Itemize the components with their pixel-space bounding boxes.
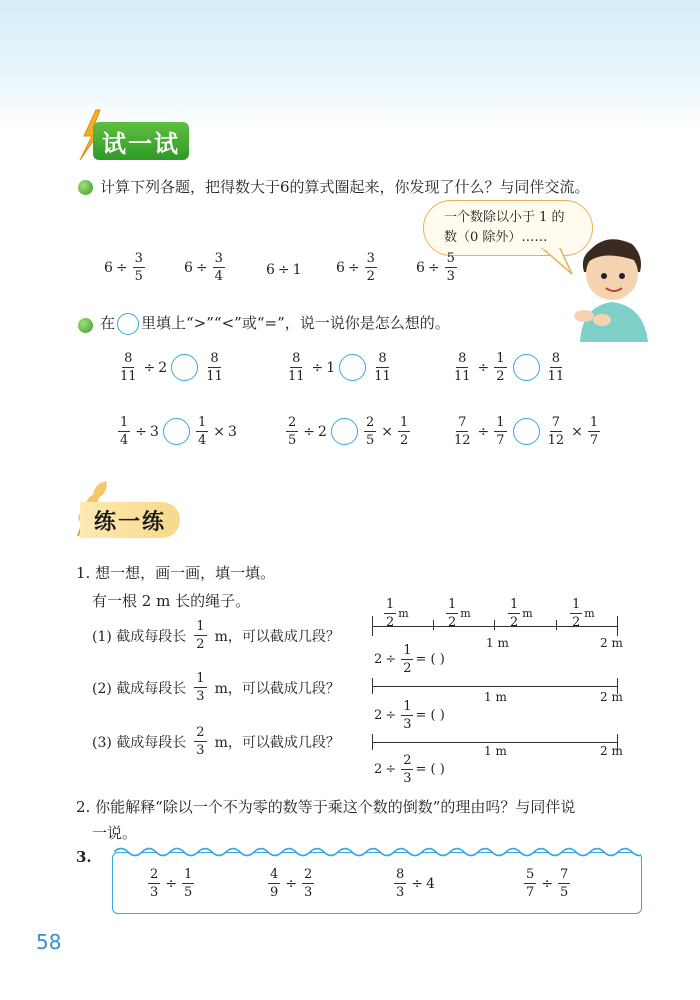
equation: 2 ÷ $\frac{1}{2}$ = ( ) bbox=[374, 643, 445, 676]
segment-label: $\frac{1}{2}$ m bbox=[572, 597, 595, 630]
bubble-line: 一个数除以小于 1 的 bbox=[444, 210, 565, 225]
boy-illustration bbox=[562, 232, 652, 342]
exercise-item: $\frac{5}{7}$ ÷ $\frac{7}{5}$ bbox=[526, 867, 569, 900]
compare-item: $\frac{8}{11}$ ÷ $\frac{1}{2}$ $\frac{8}{11}$ bbox=[454, 351, 565, 384]
segment-label: $\frac{1}{2}$ m bbox=[448, 597, 471, 630]
compare-item: $\frac{8}{11}$ ÷ 1 $\frac{8}{11}$ bbox=[288, 351, 391, 384]
mark-1m: 1 m bbox=[484, 690, 507, 704]
exercise-item: $\frac{8}{3}$ ÷ 4 bbox=[396, 867, 435, 900]
equation: 2 ÷ $\frac{1}{3}$ = ( ) bbox=[374, 699, 445, 732]
fraction: $\frac{3}{2}$ bbox=[366, 251, 375, 284]
calc-item: 6 ÷ $\frac{3}{4}$ bbox=[184, 251, 223, 284]
mark-1m: 1 m bbox=[486, 636, 509, 650]
part-label: (3) 截成每段长 $\frac{2}{3}$ m，可以截成几段？ bbox=[92, 725, 340, 758]
part-label: (2) 截成每段长 $\frac{1}{3}$ m，可以截成几段？ bbox=[92, 671, 340, 704]
bullet-icon bbox=[78, 180, 93, 195]
fraction: $\frac{3}{5}$ bbox=[134, 251, 143, 284]
question-title: 1. 想一想，画一画，填一填。 bbox=[76, 564, 276, 582]
compare-item: $\frac{7}{12}$ ÷ $\frac{1}{7}$ $\frac{7}{12}$ × $\frac{1}{7}$ bbox=[454, 415, 599, 448]
section-badge-try: 试一试 bbox=[93, 122, 189, 160]
compare-circle[interactable] bbox=[513, 354, 540, 381]
compare-item: $\frac{8}{11}$ ÷ 2 $\frac{8}{11}$ bbox=[120, 351, 223, 384]
compare-item: $\frac{1}{4}$ ÷ 3 $\frac{1}{4}$ × 3 bbox=[120, 415, 237, 448]
mark-1m: 1 m bbox=[484, 744, 507, 758]
segment-label: $\frac{1}{2}$ m bbox=[510, 597, 533, 630]
page-number: 58 bbox=[36, 930, 62, 954]
question-text: 在 里填上“>”“<”或“=”，说一说你是怎么想的。 bbox=[100, 312, 450, 335]
mark-2m: 2 m bbox=[600, 636, 623, 650]
fraction: $\frac{5}{3}$ bbox=[446, 251, 455, 284]
calc-item: 6 ÷ $\frac{3}{5}$ bbox=[104, 251, 143, 284]
bullet-icon bbox=[78, 318, 93, 333]
exercise-item: $\frac{2}{3}$ ÷ $\frac{1}{5}$ bbox=[150, 867, 193, 900]
wavy-border-top bbox=[114, 845, 640, 859]
calc-item: 6 ÷ 1 bbox=[266, 262, 302, 278]
equation: 2 ÷ $\frac{2}{3}$ = ( ) bbox=[374, 753, 445, 786]
question-text: 计算下列各题，把得数大于6的算式圈起来，你发现了什么？与同伴交流。 bbox=[100, 178, 590, 196]
segment-label: $\frac{1}{2}$ m bbox=[386, 597, 409, 630]
question-text: 2. 你能解释“除以一个不为零的数等于乘这个数的倒数”的理由吗？与同伴说 bbox=[76, 798, 576, 816]
compare-circle[interactable] bbox=[331, 418, 358, 445]
bubble-line: 数（0 除外）…… bbox=[444, 230, 548, 245]
calc-item: 6 ÷ $\frac{3}{2}$ bbox=[336, 251, 375, 284]
top-banner bbox=[0, 0, 700, 130]
compare-circle[interactable] bbox=[513, 418, 540, 445]
part-label: (1) 截成每段长 $\frac{1}{2}$ m，可以截成几段？ bbox=[92, 619, 340, 652]
calc-item: 6 ÷ $\frac{5}{3}$ bbox=[416, 251, 455, 284]
question-number: 3. bbox=[76, 848, 92, 866]
compare-item: $\frac{2}{5}$ ÷ 2 $\frac{2}{5}$ × $\frac{1}{2}$ bbox=[288, 415, 409, 448]
compare-circle[interactable] bbox=[163, 418, 190, 445]
number-line-1 bbox=[372, 598, 624, 638]
question-intro: 有一根 2 m 长的绳子。 bbox=[92, 592, 251, 610]
compare-circle[interactable] bbox=[171, 354, 198, 381]
fraction: $\frac{3}{4}$ bbox=[214, 251, 223, 284]
circle-blank-sample bbox=[117, 313, 139, 335]
compare-circle[interactable] bbox=[339, 354, 366, 381]
exercise-item: $\frac{4}{9}$ ÷ $\frac{2}{3}$ bbox=[270, 867, 313, 900]
mark-2m: 2 m bbox=[600, 744, 623, 758]
section-badge-practice: 练一练 bbox=[80, 502, 180, 538]
mark-2m: 2 m bbox=[600, 690, 623, 704]
question-text: 一说。 bbox=[92, 824, 138, 842]
